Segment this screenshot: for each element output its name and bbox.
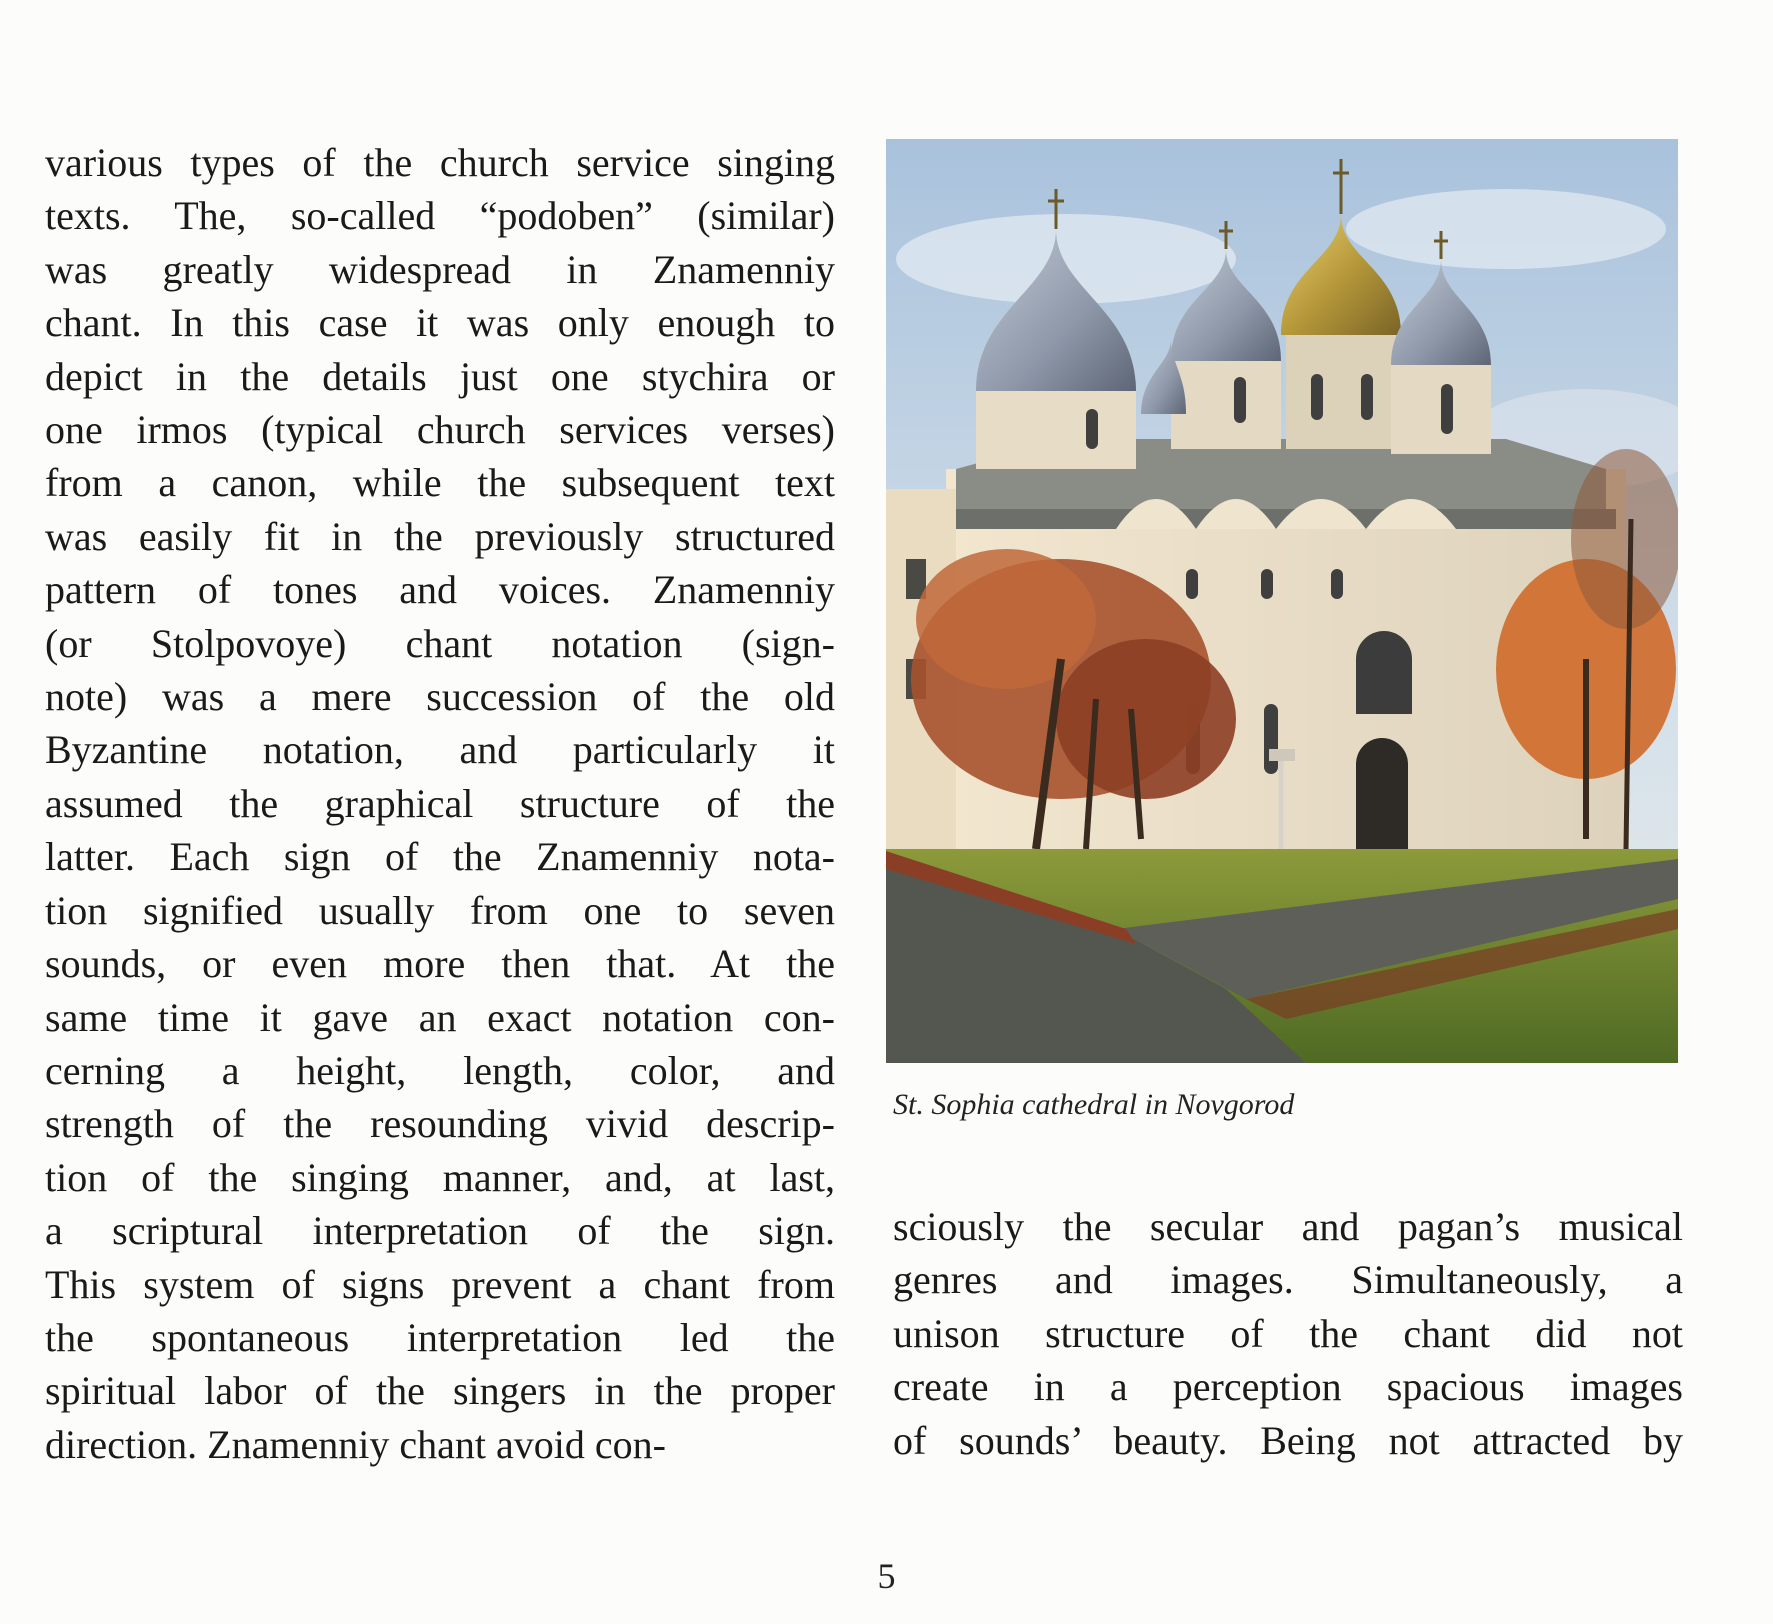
page-number: 5 — [877, 1556, 896, 1596]
text-line: spiritual labor of the singers in the proper — [45, 1368, 835, 1414]
text-line: depict in the details just one stychira or — [45, 353, 835, 399]
text-line: texts. The, so-called “podoben” (similar) — [45, 193, 835, 239]
figure-caption: St. Sophia cathedral in Novgorod — [893, 1088, 1295, 1121]
text-line: of sounds’ beauty. Being not attracted by — [893, 1417, 1683, 1463]
text-line: various types of the church service singing — [45, 140, 835, 185]
text-line: tion signified usually from one to seven — [45, 887, 835, 933]
text-line: cerning a height, length, color, and — [45, 1047, 835, 1093]
text-line: unison structure of the chant did not — [893, 1310, 1683, 1356]
text-line: (or Stolpovoye) chant notation (sign- — [45, 620, 835, 666]
text-line: the spontaneous interpretation led the — [45, 1314, 835, 1360]
text-line: assumed the graphical structure of the — [45, 780, 835, 826]
text-line: was greatly widespread in Znamenniy — [45, 246, 835, 292]
text-line: chant. In this case it was only enough to — [45, 300, 835, 346]
text-line: direction. Znamenniy chant avoid con- — [45, 1421, 666, 1467]
left-text-column — [45, 136, 835, 1471]
text-line: note) was a mere succession of the old — [45, 674, 835, 720]
text-line: create in a perception spacious images — [893, 1364, 1683, 1410]
text-line: genres and images. Simultaneously, a — [893, 1257, 1683, 1303]
text-line: sciously the secular and pagan’s musical — [893, 1204, 1683, 1249]
text-line: a scriptural interpretation of the sign. — [45, 1208, 835, 1254]
text-line: same time it gave an exact notation con- — [45, 994, 835, 1040]
right-text-column — [893, 1200, 1683, 1467]
cathedral-photo — [886, 139, 1678, 1063]
text-line: strength of the resounding vivid descrip- — [45, 1101, 835, 1147]
text-line: one irmos (typical church services verses) — [45, 407, 835, 453]
text-line: sounds, or even more then that. At the — [45, 941, 835, 987]
cathedral-illustration — [886, 139, 1678, 1063]
text-line: pattern of tones and voices. Znamenniy — [45, 567, 835, 613]
text-line: tion of the singing manner, and, at last, — [45, 1154, 835, 1200]
text-line: was easily fit in the previously structured — [45, 513, 835, 559]
text-line: Byzantine notation, and particularly it — [45, 727, 835, 773]
text-line: latter. Each sign of the Znamenniy nota- — [45, 834, 835, 880]
text-line: This system of signs prevent a chant from — [45, 1261, 835, 1307]
text-line: from a canon, while the subsequent text — [45, 460, 835, 506]
